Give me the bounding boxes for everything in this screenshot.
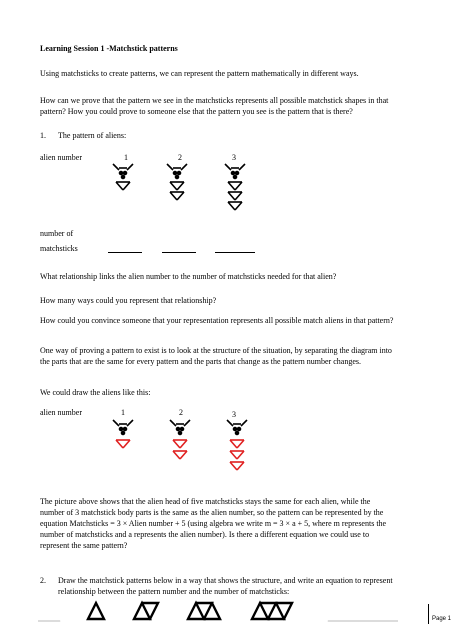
item-1-text: The pattern of aliens: bbox=[58, 131, 127, 140]
alien-number-2-b: 2 bbox=[179, 408, 183, 417]
page-title: Learning Session 1 -Matchstick patterns bbox=[40, 44, 178, 53]
alien-pattern-figure bbox=[100, 158, 280, 228]
footer-divider bbox=[428, 604, 429, 624]
question-convince: How could you convince someone that your representation represents all possible match aliens in that pattern? bbox=[40, 316, 394, 325]
question-relationship: What relationship links the alien number to the number of matchsticks needed for that alien? bbox=[40, 272, 337, 281]
alien-2-structured bbox=[170, 420, 190, 459]
alien-number-3-b: 3 bbox=[232, 410, 236, 419]
answer-blank-2[interactable] bbox=[162, 252, 196, 253]
alien-number-2: 2 bbox=[178, 153, 182, 162]
alien-3 bbox=[225, 164, 245, 210]
answer-blank-3[interactable] bbox=[215, 252, 255, 253]
proof-paragraph: One way of proving a pattern to exist is to look at the structure of the situation, by separating the diagram into the parts that are the same for every pattern and the parts that change as the pattern number changes. bbox=[40, 346, 392, 366]
triangle-pattern-4 bbox=[252, 603, 292, 619]
matchsticks-label-line2: matchsticks bbox=[40, 244, 78, 253]
alien-1 bbox=[113, 164, 133, 190]
item-2-text: Draw the matchstick patterns below in a way that shows the structure, and write an equation to represent relationship between the pattern number and the number of matchsticks: bbox=[58, 576, 393, 596]
alien-1-structured bbox=[113, 420, 133, 448]
explanation-paragraph: The picture above shows that the alien head of five matchsticks stays the same for each alien, while the number of 3 matchstick body parts is the same as the alien number, so the pattern can be represented by the equation Matchsticks = 3 × Alien number + 5 (using algebra we write m = 3 × a + 5, where m represents the number of matchsticks and a represents the alien number). Is there a different equation we could use to represent the same pattern? bbox=[40, 497, 387, 550]
alien-3-structured bbox=[227, 420, 247, 470]
alien-number-label-2: alien number bbox=[40, 408, 82, 417]
structured-alien-figure bbox=[100, 414, 280, 488]
triangle-pattern-figure bbox=[38, 600, 398, 622]
item-1-number: 1. bbox=[40, 131, 46, 140]
alien-number-1-b: 1 bbox=[121, 408, 125, 417]
draw-intro: We could draw the aliens like this: bbox=[40, 388, 151, 397]
question-ways: How many ways could you represent that relationship? bbox=[40, 296, 217, 305]
triangle-pattern-2 bbox=[134, 603, 158, 619]
triangle-pattern-3 bbox=[188, 603, 220, 619]
question-prove: How can we prove that the pattern we see in the matchsticks represents all possible matchstick shapes in that pattern? How you could prove to someone else that the pattern you see is the pattern that is there? bbox=[40, 96, 389, 116]
alien-number-1: 1 bbox=[124, 153, 128, 162]
item-2-number: 2. bbox=[40, 576, 46, 585]
alien-2 bbox=[167, 164, 187, 200]
page-number: Page 1 bbox=[432, 616, 452, 622]
intro-paragraph: Using matchsticks to create patterns, we can represent the pattern mathematically in different ways. bbox=[40, 69, 359, 78]
alien-number-3: 3 bbox=[232, 153, 236, 162]
matchsticks-label-line1: number of bbox=[40, 229, 74, 238]
alien-number-label: alien number bbox=[40, 153, 82, 162]
triangle-pattern-1 bbox=[88, 603, 104, 619]
answer-blank-1[interactable] bbox=[108, 252, 142, 253]
